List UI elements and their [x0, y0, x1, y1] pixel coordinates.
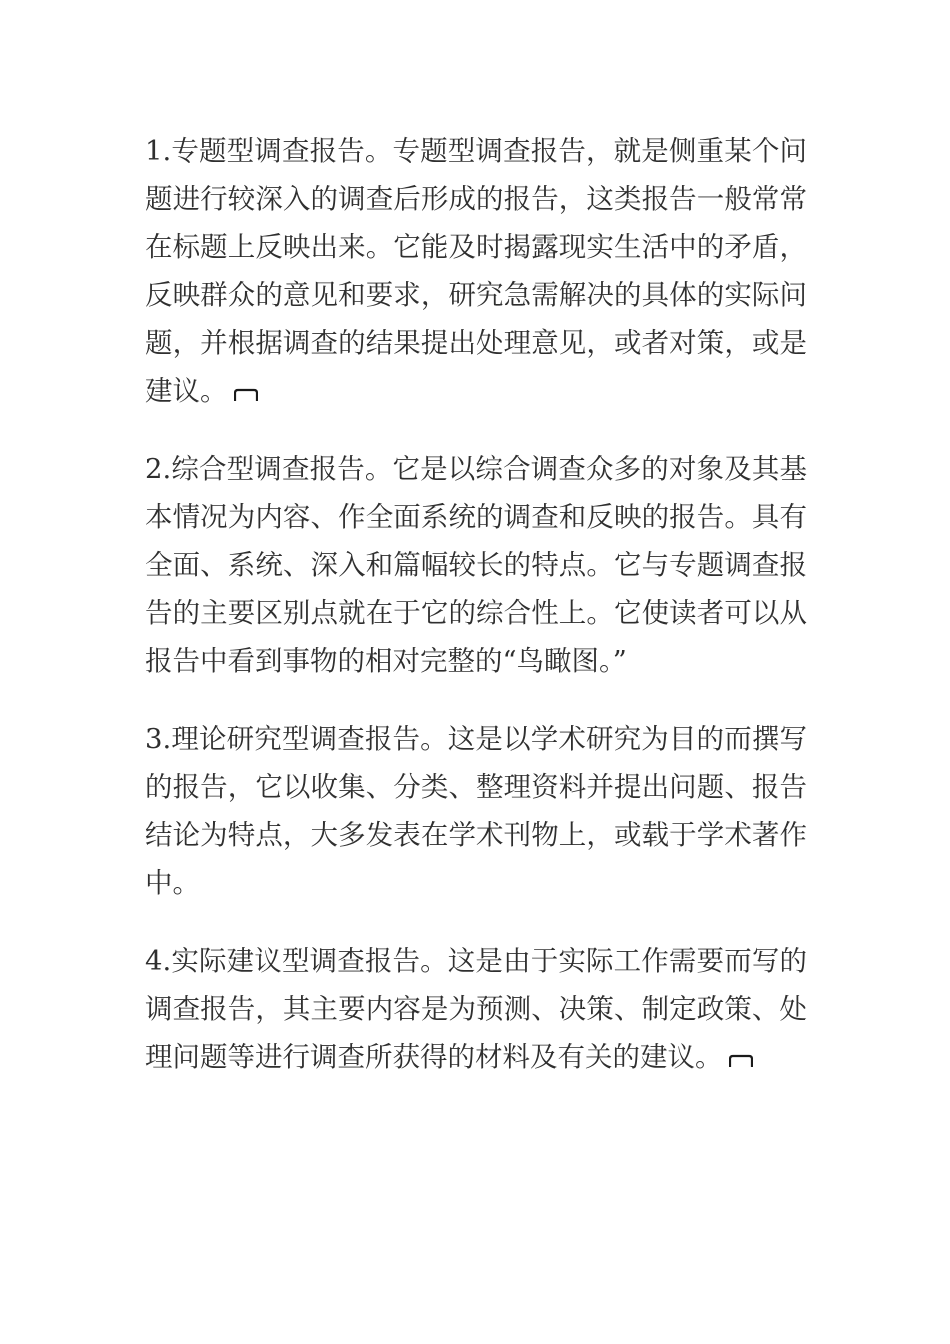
paragraph-1 — [145, 127, 807, 415]
paragraph-2-text: 2.综合型调查报告。它是以综合调查众多的对象及其基本情况为内容、作全面系统的调查和反映的报告。具有全面、系统、深入和篇幅较长的特点。它与专题调查报告的主要区别点就在于它的综合性上。它使读者可以从报告中看到事物的相对完整的“鸟瞰图。” — [145, 453, 807, 677]
paragraph-end-mark-icon — [234, 388, 258, 402]
paragraph-4 — [145, 937, 807, 1081]
paragraph-3-text: 3.理论研究型调查报告。这是以学术研究为目的而撰写的报告，它以收集、分类、整理资料并提出问题、报告结论为特点，大多发表在学术刊物上，或载于学术著作中。 — [145, 723, 807, 899]
paragraph-3 — [145, 715, 807, 907]
paragraph-4-text: 4.实际建议型调查报告。这是由于实际工作需要而写的调查报告，其主要内容是为预测、决策、制定政策、处理问题等进行调查所获得的材料及有关的建议。 — [145, 945, 807, 1073]
paragraph-end-mark-icon — [729, 1054, 753, 1068]
paragraph-1-text: 1.专题型调查报告。专题型调查报告，就是侧重某个问题进行较深入的调查后形成的报告，这类报告一般常常在标题上反映出来。它能及时揭露现实生活中的矛盾，反映群众的意见和要求，研究急需解决的具体的实际问题，并根据调查的结果提出处理意见，或者对策，或是建议。 — [145, 135, 807, 407]
paragraph-2 — [145, 445, 807, 685]
document-body — [145, 127, 807, 1111]
